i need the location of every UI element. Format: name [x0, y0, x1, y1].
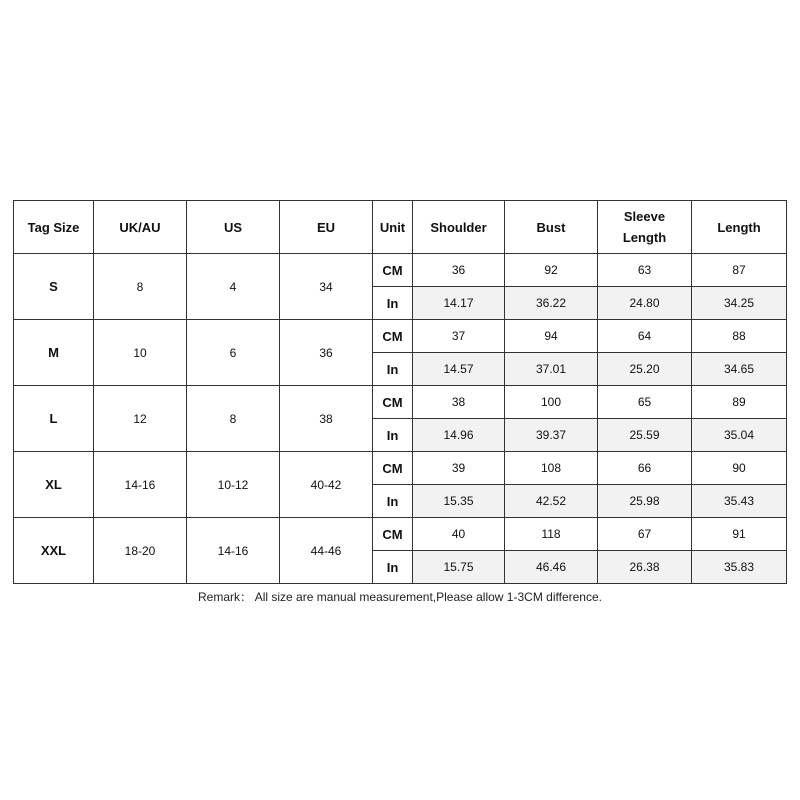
sleeve-length-cell: 25.59	[598, 419, 692, 452]
sleeve-length-cell: 63	[598, 254, 692, 287]
unit-cell: CM	[373, 518, 413, 551]
shoulder-cell: 40	[413, 518, 505, 551]
table-row	[14, 386, 787, 419]
shoulder-cell: 37	[413, 320, 505, 353]
eu-cell: 38	[280, 386, 373, 452]
bust-cell: 92	[505, 254, 598, 287]
shoulder-cell: 38	[413, 386, 505, 419]
sleeve-length-cell: 67	[598, 518, 692, 551]
remark-note: Remark： All size are manual measurement,Please allow 1-3CM difference.	[198, 590, 602, 604]
us-cell: 10-12	[187, 452, 280, 518]
tag-size-cell: XL	[14, 452, 94, 518]
length-cell: 35.43	[692, 485, 787, 518]
bust-cell: 46.46	[505, 551, 598, 584]
header-row	[14, 201, 787, 254]
uk-au-cell: 10	[94, 320, 187, 386]
sleeve-length-cell: 64	[598, 320, 692, 353]
shoulder-cell: 14.57	[413, 353, 505, 386]
us-cell: 8	[187, 386, 280, 452]
eu-cell: 34	[280, 254, 373, 320]
header-shoulder: Shoulder	[413, 201, 505, 254]
length-cell: 35.04	[692, 419, 787, 452]
sleeve-length-cell: 25.20	[598, 353, 692, 386]
sleeve-length-cell: 25.98	[598, 485, 692, 518]
bust-cell: 42.52	[505, 485, 598, 518]
unit-cell: CM	[373, 386, 413, 419]
us-cell: 4	[187, 254, 280, 320]
table-row	[14, 452, 787, 485]
length-cell: 89	[692, 386, 787, 419]
shoulder-cell: 15.75	[413, 551, 505, 584]
uk-au-cell: 12	[94, 386, 187, 452]
shoulder-cell: 14.17	[413, 287, 505, 320]
header-bust: Bust	[505, 201, 598, 254]
size-chart-table	[13, 200, 787, 584]
header-uk-au: UK/AU	[94, 201, 187, 254]
header-eu: EU	[280, 201, 373, 254]
unit-cell: In	[373, 419, 413, 452]
shoulder-cell: 36	[413, 254, 505, 287]
length-cell: 87	[692, 254, 787, 287]
header-tag-size: Tag Size	[14, 201, 94, 254]
header-us: US	[187, 201, 280, 254]
eu-cell: 44-46	[280, 518, 373, 584]
header-sleeve-length: Sleeve Length	[598, 201, 692, 254]
sleeve-length-cell: 26.38	[598, 551, 692, 584]
length-cell: 91	[692, 518, 787, 551]
sleeve-length-cell: 24.80	[598, 287, 692, 320]
unit-cell: In	[373, 353, 413, 386]
uk-au-cell: 14-16	[94, 452, 187, 518]
bust-cell: 37.01	[505, 353, 598, 386]
tag-size-cell: L	[14, 386, 94, 452]
unit-cell: CM	[373, 452, 413, 485]
length-cell: 88	[692, 320, 787, 353]
table-row	[14, 320, 787, 353]
header-unit: Unit	[373, 201, 413, 254]
header-length: Length	[692, 201, 787, 254]
uk-au-cell: 8	[94, 254, 187, 320]
table-row	[14, 518, 787, 551]
bust-cell: 108	[505, 452, 598, 485]
shoulder-cell: 15.35	[413, 485, 505, 518]
unit-cell: CM	[373, 254, 413, 287]
length-cell: 34.65	[692, 353, 787, 386]
length-cell: 35.83	[692, 551, 787, 584]
tag-size-cell: S	[14, 254, 94, 320]
unit-cell: In	[373, 551, 413, 584]
sleeve-length-cell: 65	[598, 386, 692, 419]
bust-cell: 39.37	[505, 419, 598, 452]
uk-au-cell: 18-20	[94, 518, 187, 584]
size-rows	[14, 254, 787, 584]
length-cell: 90	[692, 452, 787, 485]
tag-size-cell: XXL	[14, 518, 94, 584]
eu-cell: 40-42	[280, 452, 373, 518]
tag-size-cell: M	[14, 320, 94, 386]
eu-cell: 36	[280, 320, 373, 386]
bust-cell: 100	[505, 386, 598, 419]
unit-cell: In	[373, 287, 413, 320]
unit-cell: CM	[373, 320, 413, 353]
bust-cell: 94	[505, 320, 598, 353]
us-cell: 6	[187, 320, 280, 386]
unit-cell: In	[373, 485, 413, 518]
shoulder-cell: 14.96	[413, 419, 505, 452]
bust-cell: 36.22	[505, 287, 598, 320]
length-cell: 34.25	[692, 287, 787, 320]
table-row	[14, 254, 787, 287]
us-cell: 14-16	[187, 518, 280, 584]
bust-cell: 118	[505, 518, 598, 551]
sleeve-length-cell: 66	[598, 452, 692, 485]
shoulder-cell: 39	[413, 452, 505, 485]
